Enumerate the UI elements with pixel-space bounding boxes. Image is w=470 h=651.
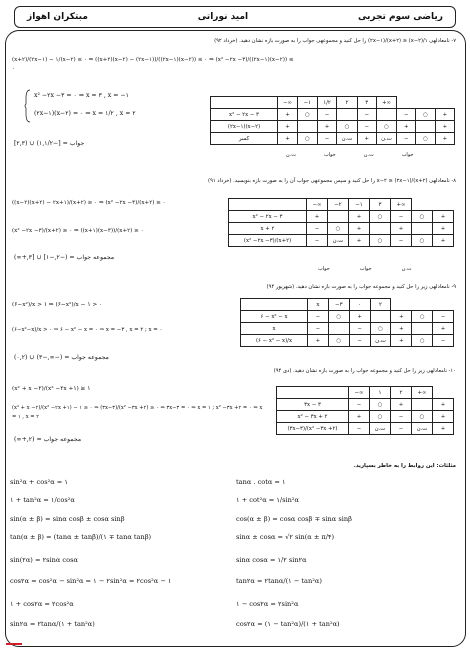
sign-cell: ت.ن [370,423,391,435]
sign-cell: ○ [337,121,357,133]
table-head-cell: ۱/۲ [317,97,337,109]
table-corner [277,387,349,399]
sign-cell: − [433,311,454,323]
mark-label: جواب [359,266,372,272]
formula-item: ۱ + cot²α = ۱/sin²α [236,496,299,504]
sign-cell: ○ [412,311,433,323]
formula-item: ۱ + tan²α = ۱/cos²α [10,496,75,504]
table-row [277,399,454,411]
sign-cell: + [349,311,370,323]
formula-item: sinα cosα = ۱/۲ sin۲α [236,556,307,564]
sign-cell: − [391,423,412,435]
q10-line1: (x² + x −۲)/(x² −۲x +۱) ≥ ۱ [12,386,91,392]
formula-item: sin²α + cos²α = ۱ [10,478,68,486]
sign-cell: ○ [370,235,391,247]
sign-cell: − [391,211,412,223]
sign-cell: ○ [416,133,435,145]
table-row [229,223,454,235]
q7-question: ۷- نامعادلهی ۱/(x−۲) ≤ (x+۲)/(۲x−۱) را حل کنید و مجموعهی جواب را به صورت بازه نشان دهید. (خرداد ۹۲) [214,38,456,44]
sign-cell: + [433,223,454,235]
q10-sign-table [276,386,454,435]
q8-step2: (x² −۲x −۳)/(x+۲) ≥ ۰ ⇒ ((x+۱)(x−۳))/(x+۲) ≥ ۰ [12,228,144,234]
sign-cell: − [317,109,337,121]
sign-cell: + [433,399,454,411]
sign-cell: + [397,121,416,133]
sign-cell: ○ [370,211,391,223]
table-row [277,423,454,435]
q9-sign-table [240,298,454,347]
sign-cell: + [433,235,454,247]
sign-cell: + [433,323,454,335]
sign-cell [416,121,435,133]
sign-cell: + [391,311,412,323]
sign-cell [370,311,391,323]
sign-cell [412,223,433,235]
sign-cell: + [391,335,412,347]
table-row [241,335,454,347]
mark-label: جواب [401,152,414,158]
row-label: (x² −۲x −۳)/(x+۲) [229,235,307,247]
formula-item: ۱ − cos۲α = ۲sin²α [236,600,299,608]
table-head-cell: +∞ [391,199,412,211]
q8-question: ۸- نامعادلهی x−۲ ≥ (۲x−۱)/(x+۲) را حل کنید و سپس مجموعهی جواب آن را به صورت بازه بنویسید. (خرداد ۹۱) [208,178,456,184]
table-head-cell: −∞ [307,199,328,211]
table-head-cell: +∞ [376,97,396,109]
table-head-cell: ۲ [337,97,357,109]
formula-item: cos(α ± β) = cosα cosβ ∓ sinα sinβ [236,515,352,523]
table-row [229,235,454,247]
sign-cell: + [349,211,370,223]
q7-answer: جواب = [−۱,۱/۲) ∪ (۲,۳] [14,140,85,147]
header-right-title: ریاضی سوم تجربی [357,12,443,22]
row-label: (۲x−۱)(x−۲) [211,121,278,133]
sign-cell: + [278,121,298,133]
sign-cell: ت.ن [412,423,433,435]
sign-cell [370,223,391,235]
sign-cell [376,109,396,121]
sign-cell: ○ [412,411,433,423]
mark-label: ت.ن [363,152,374,158]
q10-question: ۱۰- نامعادلهی زیر را حل کنید و مجموعه جواب را به صورت بازه نشان دهید. (دی ۹۴) [273,368,456,374]
formula-item: sinα ± cosα = √۲ sin(α ± π/۴) [236,533,335,541]
sign-cell: + [391,223,412,235]
q7-sign-table [210,96,455,145]
mark-label: جواب [318,266,330,272]
formula-item: cos۲α = cos²α − sin²α = ۱ − ۲sin²α = ۲cos²α − ۱ [10,577,172,585]
table-head-cell: ۰ [349,299,370,311]
row-label: x² − ۲x − ۳ [211,109,278,121]
sign-cell: ○ [370,323,391,335]
sign-cell [337,109,357,121]
table-head-cell: −∞ [278,97,298,109]
sign-cell: + [349,411,370,423]
sign-cell: ○ [297,109,317,121]
q8-step1: ((x−۲)(x+۲) − ۲x+۱)/(x+۲) ≥ ۰ ⇒ (x² −۲x −۳)/(x+۲) ≥ ۰ [12,200,166,206]
sign-cell: − [317,133,337,145]
sign-cell: − [391,411,412,423]
formula-item: ۱ + cos۲α = ۲cos²α [10,600,74,608]
q7-marks [286,152,414,158]
sign-cell: ○ [370,411,391,423]
sign-cell: ○ [412,211,433,223]
table-head-cell: −۳ [328,299,349,311]
sign-cell [328,323,349,335]
mark-label: ت.ن [401,266,412,272]
sign-cell: ○ [328,223,349,235]
q8-marks [318,266,412,272]
sign-cell: − [397,109,416,121]
table-head-cell: +∞ [412,387,433,399]
table-head-cell: ۳ [370,199,391,211]
formula-item: tan(α ± β) = (tanα ± tanβ)/(۱ ∓ tanα tanβ) [10,533,152,541]
sign-cell: ○ [297,133,317,145]
row-label: x² − ۳x + ۲ [277,411,349,423]
sign-cell: + [357,133,376,145]
table-head-cell: ۲ [391,387,412,399]
formula-item: cos۲α = (۱ − tan²α)/(۱ + tan²α) [236,620,340,628]
formula-item: sin(۲α) = ۲sinα cosα [10,556,78,564]
mark-label: جواب [323,152,336,158]
q7-step1: (x+۲)/(۲x−۱) − ۱/(x−۲) ≤ ۰ ⇒ ((x+۲)(x−۲) − (۲x−۱))/((۲x−۱)(x−۲)) ≤ ۰ ⇒ (x² −۲x −۳)/((۲x−۱)(x−۲)) ≤ ۰ [12,57,294,72]
header-left-title: مبتکران اهواز [27,12,88,22]
sign-cell: − [308,311,329,323]
sign-cell: + [433,423,454,435]
sign-cell: ○ [370,399,391,411]
sign-cell: ت.ن [370,335,391,347]
row-label: ۶ − x² − x [241,311,308,323]
table-row [211,133,455,145]
row-label: (۳x−۳)/(x² −۳x +۲) [277,423,349,435]
formula-item: tanα . cotα = ۱ [236,478,286,486]
table-head-cell: ۲ [370,299,391,311]
row-label: (۶ − x² − x)/x [241,335,308,347]
sign-cell [412,323,433,335]
sign-cell: − [349,423,370,435]
table-head-cell: −۱ [297,97,317,109]
table-head-cell: x [308,299,329,311]
sign-cell: ○ [412,335,433,347]
sign-cell: + [278,109,298,121]
table-row [229,211,454,223]
table-head-cell: −∞ [349,387,370,399]
sign-cell: + [391,323,412,335]
sign-cell: + [308,335,329,347]
sign-cell: ت.ن [376,133,396,145]
red-marker [6,643,22,645]
q10-answer: مجموعه جواب = (۲,+∞) [14,436,82,443]
row-label: x + ۲ [229,223,307,235]
q8-sign-table [228,198,454,247]
sign-cell: − [397,133,416,145]
sign-cell: ○ [412,235,433,247]
sign-cell: ○ [328,311,349,323]
table-row [277,411,454,423]
q8-answer: مجموعه جواب = (−۲,−۱] ∪ [۳,+∞) [14,254,115,261]
sign-cell: + [435,109,454,121]
table-head-cell: −۲ [328,199,349,211]
table-corner [211,97,278,109]
sign-cell: − [349,399,370,411]
q7-line-a: x² −۲x −۳ = ۰ ⇒ x = ۳ , x = −۱ [34,92,129,99]
sign-cell: + [349,235,370,247]
sign-cell: ت.ن [328,235,349,247]
sign-cell: + [278,133,298,145]
mark-label: ت.ن [286,152,296,158]
sign-cell: + [433,411,454,423]
sign-cell: − [357,121,376,133]
sign-cell: + [433,211,454,223]
sign-cell: ○ [376,121,396,133]
table-head-cell: −۱ [349,199,370,211]
sign-cell [297,121,317,133]
table-row [241,311,454,323]
sign-cell [412,399,433,411]
sign-cell: − [433,335,454,347]
sign-cell: ت.ن [337,133,357,145]
sign-cell: − [349,335,370,347]
sign-cell: ○ [416,109,435,121]
sign-cell: + [317,121,337,133]
row-label: ۳x − ۳ [277,399,349,411]
sign-cell: − [391,235,412,247]
header-center-title: امید نوراتی [197,12,249,22]
q7-line-b: (۲x−۱)(x−۲) = ۰ ⇒ x = ۱/۲ , x = ۲ [34,110,136,117]
table-corner [241,299,308,311]
table-corner [229,199,307,211]
sign-cell: − [349,323,370,335]
sign-cell: ○ [328,335,349,347]
formulas-title: مثلثات: این روابط را به خاطر بسپارید. [353,463,456,469]
table-head-cell: ۳ [357,97,376,109]
q9-line2: (۶−x²−x)/x > ۰ ⇒ ۶ − x² − x = ۰ ⇒ x = −۳ , x = ۲ ; x = ۰ [12,327,163,333]
sign-cell: − [307,223,328,235]
row-label: x [241,323,308,335]
sign-cell: + [307,211,328,223]
row-label: x² − ۲x − ۳ [229,211,307,223]
sign-cell: + [435,133,454,145]
table-row [211,109,455,121]
q10-line2: (x² + x −۲)/(x² −۲x +۱) − ۱ ≥ ۰ ⇒ (۳x−۳)/(x² −۳x +۲) ≥ ۰ ⇒ ۳x−۳ = ۰ ⇒ x = ۱ ; x² −۳x +۲ = ۰ ⇒ x = ۱ , x = ۲ [12,405,263,420]
q9-answer: مجموعه جواب = (−∞,−۳) ∪ (۰,۲) [14,354,109,361]
sign-cell: + [435,121,454,133]
formula-item: tan۲α = ۲tanα/(۱ − tan²α) [236,577,322,585]
sign-cell [328,211,349,223]
table-row [241,323,454,335]
q9-question: ۹- نامعادلهی زیر را حل کنید و مجموعه جواب را به صورت بازه نشان دهید. (شهریور ۹۴) [266,284,456,290]
row-label: کسر [211,133,278,145]
q9-line1: (۶−x²)/x > ۱ ⇒ (۶−x²)/x − ۱ > ۰ [12,302,103,308]
formula-item: sin(α ± β) = sinα cosβ ± cosα sinβ [10,515,125,523]
sign-cell: + [391,399,412,411]
sign-cell: + [349,223,370,235]
sign-cell: − [357,109,376,121]
formula-item: sin۲α = ۲tanα/(۱ + tan²α) [10,620,95,628]
sign-cell: − [308,323,329,335]
table-row [211,121,455,133]
sign-cell: − [307,235,328,247]
table-head-cell: ۱ [370,387,391,399]
